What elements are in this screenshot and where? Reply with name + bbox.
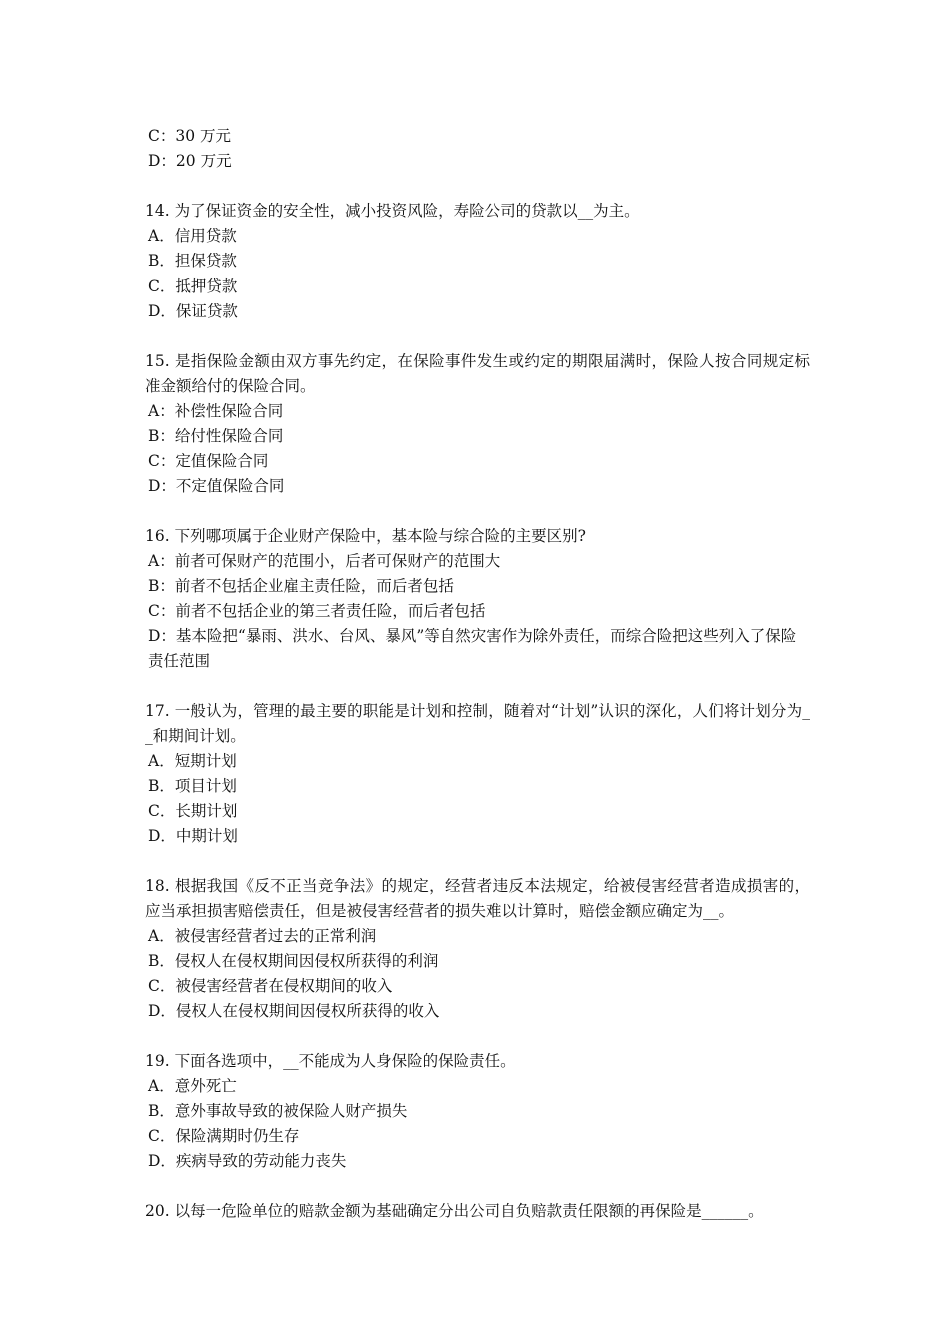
option-b: B．项目计划 [148,777,237,795]
option-d: D：20 万元 [148,152,232,170]
option-a: A．被侵害经营者过去的正常利润 [148,927,377,945]
question-stem: 20. 以每一危险单位的赔款金额为基础确定分出公司自负赔款责任限额的再保险是______。 [145,1202,764,1220]
option-d: D：基本险把“暴雨、洪水、台风、暴风”等自然灾害作为除外责任，而综合险把这些列入了保险责任范围 [148,627,797,670]
question-stem: 18. 根据我国《反不正当竞争法》的规定，经营者违反本法规定，给被侵害经营者造成损害的，应当承担损害赔偿责任，但是被侵害经营者的损失难以计算时，赔偿金额应确定为__。 [145,877,810,920]
option-d: D．疾病导致的劳动能力丧失 [148,1152,347,1170]
option-c: C：30 万元 [148,127,232,145]
question-15 [145,349,810,499]
option-d: D：不定值保险合同 [148,477,285,495]
question-20 [145,1199,810,1224]
top-options [145,124,810,174]
option-a: A．信用贷款 [148,227,237,245]
option-a: A：前者可保财产的范围小，后者可保财产的范围大 [148,552,501,570]
option-d: D．侵权人在侵权期间因侵权所获得的收入 [148,1002,440,1020]
option-c: C．被侵害经营者在侵权期间的收入 [148,977,393,995]
question-19 [145,1049,810,1174]
option-d: D．中期计划 [148,827,238,845]
question-14 [145,199,810,324]
option-d: D．保证贷款 [148,302,238,320]
option-b: B．意外事故导致的被保险人财产损失 [148,1102,408,1120]
question-list [145,124,810,1224]
question-18 [145,874,810,1024]
option-b: B．侵权人在侵权期间因侵权所获得的利润 [148,952,439,970]
question-stem: 16. 下列哪项属于企业财产保险中，基本险与综合险的主要区别? [145,527,586,545]
question-16 [145,524,810,674]
option-c: C：定值保险合同 [148,452,269,470]
question-17 [145,699,810,849]
question-stem: 17. 一般认为，管理的最主要的职能是计划和控制，随着对“计划”认识的深化，人们将计划分为__和期间计划。 [145,702,810,745]
option-b: B：前者不包括企业雇主责任险，而后者包括 [148,577,454,595]
option-c: C：前者不包括企业的第三者责任险，而后者包括 [148,602,486,620]
question-stem: 14. 为了保证资金的安全性，减小投资风险，寿险公司的贷款以__为主。 [145,202,640,220]
option-a: A．意外死亡 [148,1077,237,1095]
option-a: A．短期计划 [148,752,237,770]
option-c: C．长期计划 [148,802,238,820]
question-stem: 19. 下面各选项中，__不能成为人身保险的保险责任。 [145,1052,516,1070]
option-c: C．保险满期时仍生存 [148,1127,300,1145]
option-c: C．抵押贷款 [148,277,238,295]
option-a: A：补偿性保险合同 [148,402,284,420]
question-stem: 15. 是指保险金额由双方事先约定，在保险事件发生或约定的期限届满时，保险人按合同规定标准金额给付的保险合同。 [145,352,810,395]
option-b: B：给付性保险合同 [148,427,284,445]
option-b: B．担保贷款 [148,252,237,270]
